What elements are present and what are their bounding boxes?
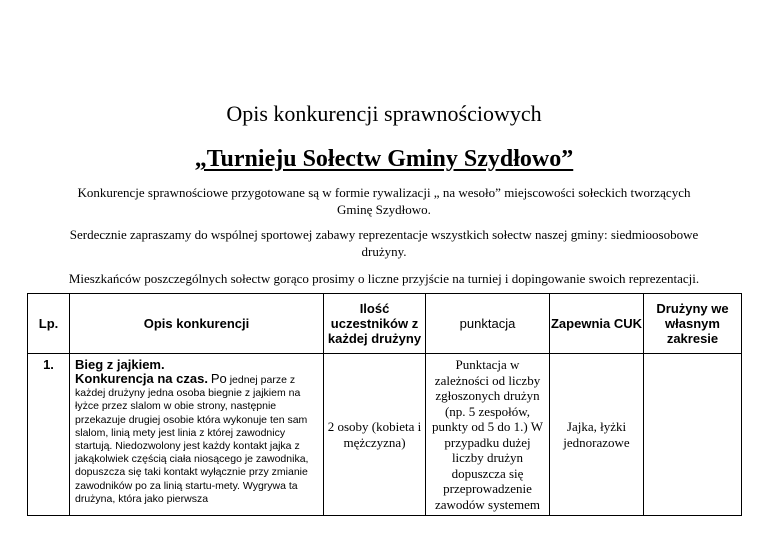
row-ilosc: 2 osoby (kobieta i mężczyzna) <box>324 354 426 516</box>
intro-paragraph: Konkurencje sprawnościowe przygotowane są w formie rywalizacji „ na wesoło” miejscowości sołeckich tworzących Gminę Szydłowo. <box>77 185 691 217</box>
header-opis: Opis konkurencji <box>70 294 324 354</box>
description-lead: Po <box>210 371 227 386</box>
row-description <box>70 354 324 516</box>
table-header-row <box>28 294 742 354</box>
competition-description: jednej parze z każdej drużyny jedna osoba biegnie z jajkiem na łyżce przez slalom w obie strony, następnie przekazuje drugiej osobie która wykonuje ten sam slalom, linią mety jest linia z której zawodnicy startują. Niedozwolony jest każdy kontakt jajka z jakąkolwiek częścią ciała niosącego je zawodnika, dopuszcza się taki kontakt wyłącznie przy zmianie zawodników po za linią startu-mety. Wygrywa ta drużyna, która jako pierwsza <box>75 374 309 505</box>
document-subtitle: „Turnieju Sołectw Gminy Szydłowo” <box>194 146 574 172</box>
header-druzyny: Drużyny we własnym zakresie <box>644 294 742 354</box>
competition-name: Bieg z jajkiem. <box>75 357 165 372</box>
header-ilosc: Ilość uczestników z każdej drużyny <box>324 294 426 354</box>
residents-paragraph: Mieszkańców poszczególnych sołectw gorąco prosimy o liczne przyjście na turniej i dopingowanie swoich reprezentacji. <box>68 271 700 286</box>
header-punktacja: punktacja <box>426 294 550 354</box>
row-druzyny <box>644 354 742 516</box>
row-zapewnia: Jajka, łyżki jednorazowe <box>550 354 644 516</box>
row-lp: 1. <box>28 354 70 516</box>
invitation-paragraph: Serdecznie zapraszamy do wspólnej sportowej zabawy reprezentacje wszystkich sołectw naszej gminy: siedmioosobowe drużyny. <box>69 227 699 259</box>
table-row <box>28 354 742 516</box>
document-title: Opis konkurencji sprawnościowych <box>226 101 542 126</box>
competition-table <box>27 293 742 516</box>
competition-type: Konkurencja na czas. <box>75 371 208 386</box>
header-lp: Lp. <box>28 294 70 354</box>
row-punktacja: Punktacja w zależności od liczby zgłoszonych drużyn (np. 5 zespołów, punkty od 5 do 1.) W przypadku dużej liczby drużyn dopuszcza się przeprowadzenie zawodów systemem <box>426 354 550 516</box>
header-zapewnia: Zapewnia CUK <box>550 294 644 354</box>
